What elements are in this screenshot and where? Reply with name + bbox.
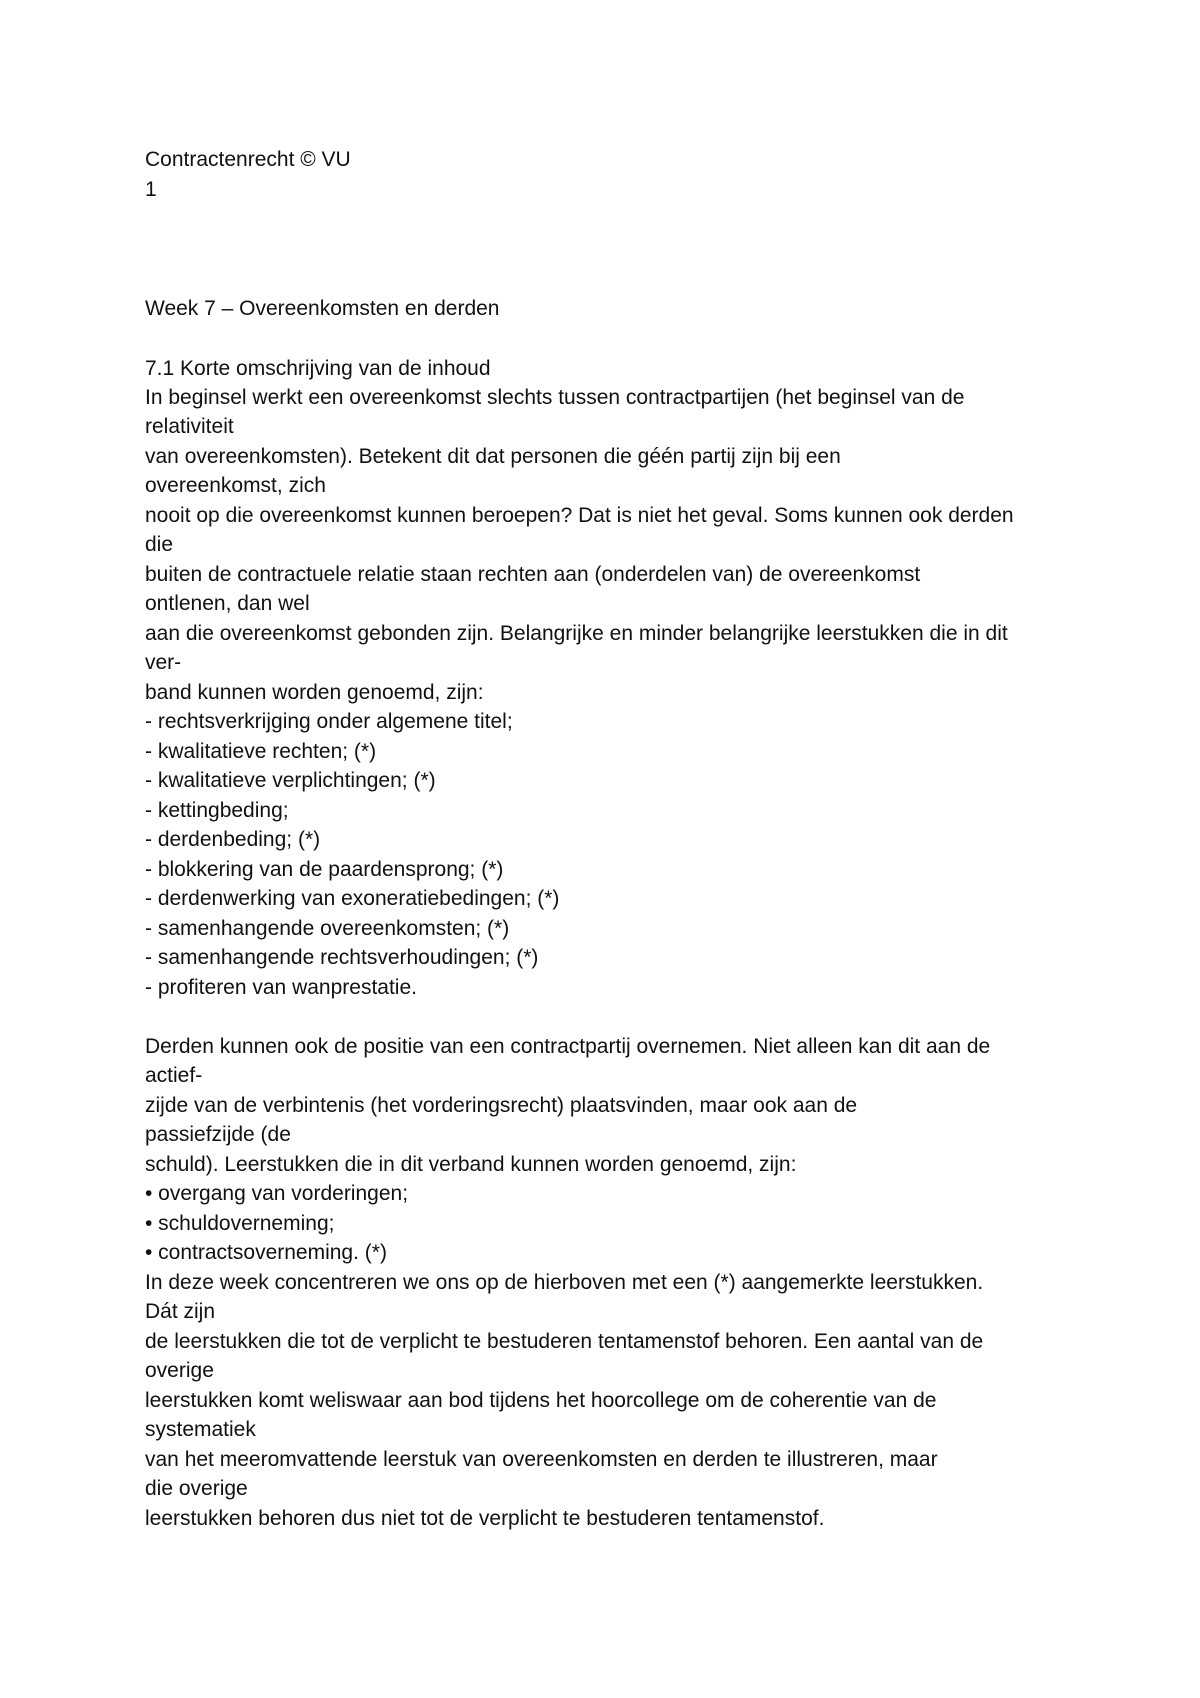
- body-line: leerstukken komt weliswaar aan bod tijdens het hoorcollege om de coherentie van de: [145, 1389, 937, 1412]
- body-line: nooit op die overeenkomst kunnen beroepen? Dat is niet het geval. Soms kunnen ook derden: [145, 504, 1014, 527]
- list-item: - derdenbeding; (*): [145, 828, 321, 851]
- body-line: ontlenen, dan wel: [145, 592, 310, 615]
- body-line: leerstukken behoren dus niet tot de verplicht te bestuderen tentamenstof.: [145, 1507, 825, 1530]
- body-line: relativiteit: [145, 415, 234, 438]
- list-item: • schuldoverneming;: [145, 1212, 335, 1235]
- body-line: band kunnen worden genoemd, zijn:: [145, 681, 484, 704]
- list-item: - blokkering van de paardensprong; (*): [145, 858, 504, 881]
- week-title: Week 7 – Overeenkomsten en derden: [145, 297, 500, 320]
- list-item: - kettingbeding;: [145, 799, 289, 822]
- list-item: - derdenwerking van exoneratiebedingen; (*): [145, 887, 560, 910]
- body-line: van het meeromvattende leerstuk van overeenkomsten en derden te illustreren, maar: [145, 1448, 938, 1471]
- body-line: In beginsel werkt een overeenkomst slechts tussen contractpartijen (het beginsel van de: [145, 386, 965, 409]
- page-number: 1: [145, 178, 157, 201]
- body-line: schuld). Leerstukken die in dit verband kunnen worden genoemd, zijn:: [145, 1153, 797, 1176]
- body-line: overige: [145, 1359, 214, 1382]
- body-line: de leerstukken die tot de verplicht te bestuderen tentamenstof behoren. Een aantal van de: [145, 1330, 984, 1353]
- list-item: • overgang van vorderingen;: [145, 1182, 409, 1205]
- list-item: - kwalitatieve verplichtingen; (*): [145, 769, 436, 792]
- list-item: - rechtsverkrijging onder algemene titel;: [145, 710, 513, 733]
- body-line: van overeenkomsten). Betekent dit dat personen die géén partij zijn bij een: [145, 445, 841, 468]
- body-line: Derden kunnen ook de positie van een contractpartij overnemen. Niet alleen kan dit aan de: [145, 1035, 991, 1058]
- list-item: • contractsoverneming. (*): [145, 1241, 387, 1264]
- body-line: In deze week concentreren we ons op de hierboven met een (*) aangemerkte leerstukken.: [145, 1271, 984, 1294]
- body-line: die overige: [145, 1477, 248, 1500]
- body-line: systematiek: [145, 1418, 256, 1441]
- body-line: aan die overeenkomst gebonden zijn. Belangrijke en minder belangrijke leerstukken die in dit: [145, 622, 1008, 645]
- body-line: die: [145, 533, 174, 556]
- body-line: overeenkomst, zich: [145, 474, 326, 497]
- body-line: buiten de contractuele relatie staan rechten aan (onderdelen van) de overeenkomst: [145, 563, 921, 586]
- body-line: ver-: [145, 651, 182, 674]
- document-header-title: Contractenrecht © VU: [145, 148, 351, 171]
- list-item: - kwalitatieve rechten; (*): [145, 740, 377, 763]
- section-heading: 7.1 Korte omschrijving van de inhoud: [145, 357, 491, 380]
- body-line: zijde van de verbintenis (het vorderingsrecht) plaatsvinden, maar ook aan de: [145, 1094, 858, 1117]
- body-line: actief-: [145, 1064, 203, 1087]
- list-item: - samenhangende overeenkomsten; (*): [145, 917, 510, 940]
- body-line: passiefzijde (de: [145, 1123, 291, 1146]
- list-item: - profiteren van wanprestatie.: [145, 976, 417, 999]
- list-item: - samenhangende rechtsverhoudingen; (*): [145, 946, 539, 969]
- body-line: Dát zijn: [145, 1300, 216, 1323]
